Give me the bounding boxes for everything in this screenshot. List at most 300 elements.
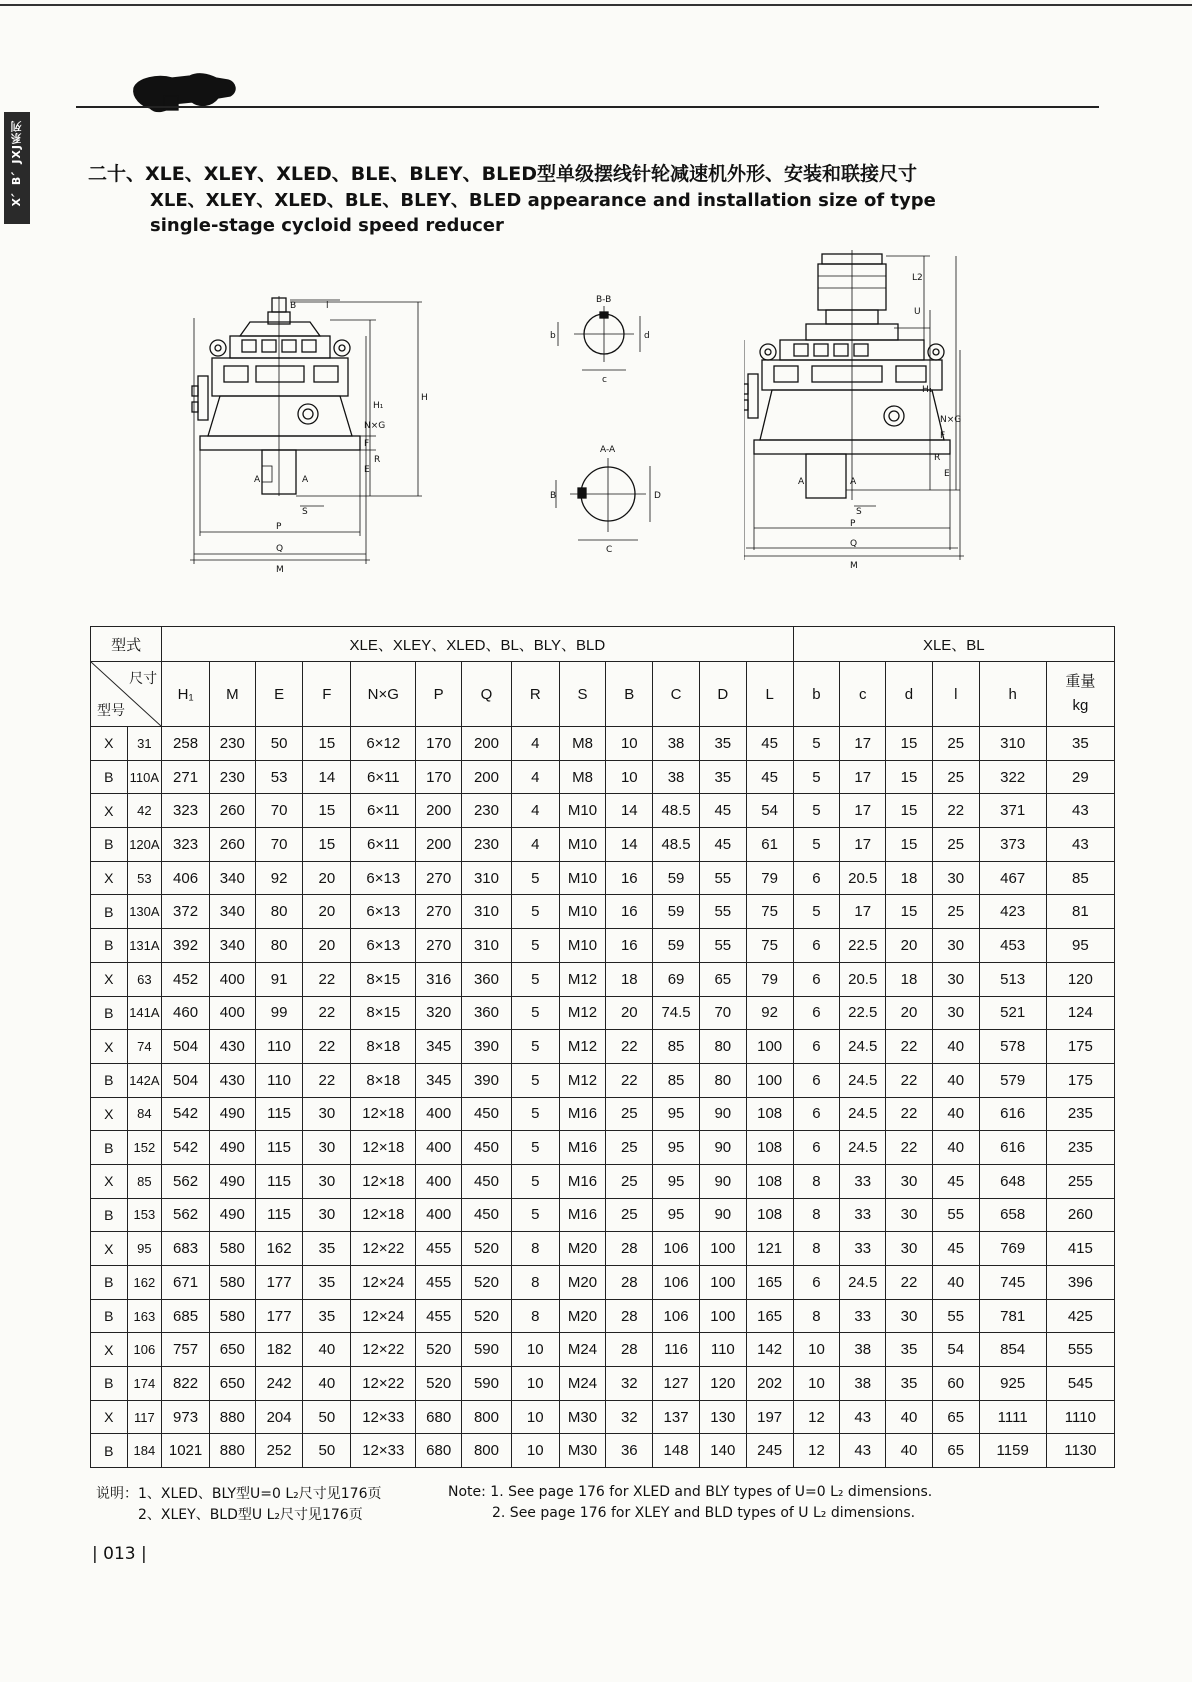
- value-cell: 30: [303, 1097, 351, 1131]
- value-cell: 50: [255, 727, 303, 761]
- value-cell: 55: [932, 1299, 979, 1333]
- value-cell: 504: [162, 1063, 210, 1097]
- value-cell: 120: [1046, 962, 1114, 996]
- section-bb-label-c: c: [602, 375, 607, 384]
- value-cell: 423: [979, 895, 1046, 929]
- model-cell: 53: [127, 861, 162, 895]
- value-cell: M16: [559, 1131, 606, 1165]
- value-cell: 35: [699, 760, 746, 794]
- value-cell: 12: [793, 1400, 840, 1434]
- value-cell: 74.5: [653, 996, 700, 1030]
- table-row: [91, 895, 1115, 929]
- value-cell: 120: [699, 1367, 746, 1401]
- value-cell: 648: [979, 1164, 1046, 1198]
- value-cell: 20.5: [840, 861, 886, 895]
- value-cell: 35: [699, 727, 746, 761]
- value-cell: 90: [699, 1164, 746, 1198]
- table-row: [91, 1198, 1115, 1232]
- value-cell: 562: [162, 1164, 210, 1198]
- value-cell: 59: [653, 895, 700, 929]
- value-cell: 106: [653, 1232, 700, 1266]
- value-cell: 580: [209, 1232, 255, 1266]
- table-row: [91, 760, 1115, 794]
- value-cell: 115: [255, 1131, 303, 1165]
- value-cell: 140: [699, 1434, 746, 1468]
- value-cell: 450: [462, 1198, 512, 1232]
- value-cell: 5: [793, 727, 840, 761]
- type-cell: B: [91, 895, 128, 929]
- value-cell: 35: [303, 1232, 351, 1266]
- value-cell: 22: [886, 1131, 933, 1165]
- type-cell: X: [91, 1097, 128, 1131]
- section-aa-drawing: [550, 444, 670, 554]
- value-cell: 455: [416, 1299, 462, 1333]
- type-cell: X: [91, 861, 128, 895]
- value-cell: 340: [209, 895, 255, 929]
- value-cell: 59: [653, 861, 700, 895]
- value-cell: 22: [886, 1266, 933, 1300]
- value-cell: 38: [653, 760, 700, 794]
- section-aa-label-C: C: [606, 545, 613, 554]
- left-label-H: H: [421, 393, 428, 403]
- section-aa-label-D: D: [654, 491, 661, 501]
- value-cell: M20: [559, 1299, 606, 1333]
- value-cell: 310: [462, 895, 512, 929]
- notes-en: [448, 1482, 932, 1524]
- value-cell: 5: [511, 1030, 559, 1064]
- value-cell: 40: [932, 1030, 979, 1064]
- table-column-header-row: [91, 662, 1115, 727]
- value-cell: 100: [699, 1232, 746, 1266]
- value-cell: 43: [1046, 794, 1114, 828]
- value-cell: 430: [209, 1063, 255, 1097]
- value-cell: 22.5: [840, 929, 886, 963]
- model-cell: 130A: [127, 895, 162, 929]
- value-cell: 81: [1046, 895, 1114, 929]
- value-cell: 95: [1046, 929, 1114, 963]
- value-cell: 12: [793, 1434, 840, 1468]
- value-cell: 43: [840, 1400, 886, 1434]
- value-cell: 12×18: [351, 1097, 416, 1131]
- value-cell: 33: [840, 1198, 886, 1232]
- value-cell: 40: [303, 1333, 351, 1367]
- left-label-Q: Q: [276, 544, 284, 554]
- value-cell: 323: [162, 828, 210, 862]
- value-cell: 230: [209, 760, 255, 794]
- value-cell: 35: [886, 1333, 933, 1367]
- value-cell: 25: [606, 1131, 653, 1165]
- value-cell: 6×13: [351, 895, 416, 929]
- value-cell: 80: [255, 895, 303, 929]
- value-cell: 20: [303, 861, 351, 895]
- value-cell: 59: [653, 929, 700, 963]
- type-cell: B: [91, 828, 128, 862]
- value-cell: 6×11: [351, 794, 416, 828]
- value-cell: 30: [886, 1164, 933, 1198]
- value-cell: 5: [511, 1198, 559, 1232]
- value-cell: 5: [511, 1063, 559, 1097]
- value-cell: 18: [606, 962, 653, 996]
- value-cell: 520: [462, 1266, 512, 1300]
- value-cell: 12×24: [351, 1299, 416, 1333]
- value-cell: 323: [162, 794, 210, 828]
- value-cell: 854: [979, 1333, 1046, 1367]
- value-cell: 513: [979, 962, 1046, 996]
- value-cell: 6: [793, 1097, 840, 1131]
- value-cell: 38: [840, 1333, 886, 1367]
- value-cell: 30: [932, 962, 979, 996]
- value-cell: 106: [653, 1299, 700, 1333]
- value-cell: 15: [886, 760, 933, 794]
- left-label-E: E: [364, 465, 370, 475]
- value-cell: 450: [462, 1131, 512, 1165]
- value-cell: 5: [511, 895, 559, 929]
- value-cell: 80: [699, 1030, 746, 1064]
- value-cell: 12×18: [351, 1131, 416, 1165]
- column-header: c: [840, 662, 886, 727]
- value-cell: 580: [209, 1266, 255, 1300]
- value-cell: 65: [699, 962, 746, 996]
- value-cell: 20: [303, 929, 351, 963]
- table-row: [91, 962, 1115, 996]
- value-cell: 50: [303, 1434, 351, 1468]
- value-cell: 520: [462, 1232, 512, 1266]
- value-cell: 100: [746, 1063, 793, 1097]
- value-cell: 90: [699, 1198, 746, 1232]
- value-cell: 24.5: [840, 1030, 886, 1064]
- value-cell: 43: [840, 1434, 886, 1468]
- value-cell: M24: [559, 1333, 606, 1367]
- right-label-S: S: [856, 507, 862, 517]
- value-cell: 545: [1046, 1367, 1114, 1401]
- group2-header: XLE、BL: [793, 627, 1114, 662]
- value-cell: 40: [932, 1063, 979, 1097]
- table-row: [91, 1434, 1115, 1468]
- value-cell: 115: [255, 1097, 303, 1131]
- model-cell: 84: [127, 1097, 162, 1131]
- model-cell: 120A: [127, 828, 162, 862]
- value-cell: 55: [932, 1198, 979, 1232]
- value-cell: 8: [511, 1266, 559, 1300]
- value-cell: 108: [746, 1131, 793, 1165]
- value-cell: 43: [1046, 828, 1114, 862]
- value-cell: 452: [162, 962, 210, 996]
- value-cell: 400: [416, 1097, 462, 1131]
- column-header: S: [559, 662, 606, 727]
- value-cell: M24: [559, 1367, 606, 1401]
- value-cell: 245: [746, 1434, 793, 1468]
- value-cell: 22: [606, 1063, 653, 1097]
- spec-table: [90, 626, 1115, 1468]
- note-cn-1: 说明：1、XLED、BLY型U=0 L₂尺寸见176页: [96, 1486, 382, 1502]
- table-row: [91, 1400, 1115, 1434]
- note-cn-2: 2、XLEY、BLD型U L₂尺寸见176页: [138, 1507, 363, 1523]
- model-cell: 142A: [127, 1063, 162, 1097]
- value-cell: M20: [559, 1266, 606, 1300]
- value-cell: 455: [416, 1266, 462, 1300]
- value-cell: 542: [162, 1097, 210, 1131]
- value-cell: 258: [162, 727, 210, 761]
- header-logo-icon: [128, 66, 248, 116]
- value-cell: 40: [886, 1434, 933, 1468]
- value-cell: 6: [793, 1030, 840, 1064]
- value-cell: 75: [746, 895, 793, 929]
- value-cell: 490: [209, 1164, 255, 1198]
- right-label-L2: L2: [912, 273, 923, 283]
- value-cell: 430: [209, 1030, 255, 1064]
- model-cell: 42: [127, 794, 162, 828]
- value-cell: M12: [559, 1063, 606, 1097]
- table-row: [91, 1232, 1115, 1266]
- value-cell: 6: [793, 962, 840, 996]
- table-row: [91, 1097, 1115, 1131]
- value-cell: 490: [209, 1131, 255, 1165]
- value-cell: M12: [559, 1030, 606, 1064]
- value-cell: 373: [979, 828, 1046, 862]
- value-cell: 310: [462, 861, 512, 895]
- value-cell: 30: [932, 861, 979, 895]
- value-cell: 16: [606, 929, 653, 963]
- right-label-U: U: [914, 307, 921, 317]
- value-cell: 22: [886, 1063, 933, 1097]
- value-cell: 90: [699, 1131, 746, 1165]
- value-cell: 110: [255, 1063, 303, 1097]
- right-label-H1: H₁: [922, 385, 933, 395]
- group1-header: XLE、XLEY、XLED、BL、BLY、BLD: [162, 627, 793, 662]
- value-cell: 17: [840, 794, 886, 828]
- value-cell: 12×22: [351, 1333, 416, 1367]
- value-cell: 54: [932, 1333, 979, 1367]
- value-cell: 1159: [979, 1434, 1046, 1468]
- value-cell: 5: [793, 828, 840, 862]
- value-cell: 15: [886, 828, 933, 862]
- title-cn: 二十、XLE、XLEY、XLED、BLE、BLEY、BLED型单级摆线针轮减速机外形、安装和联接尺寸: [88, 163, 917, 185]
- value-cell: 590: [462, 1367, 512, 1401]
- value-cell: 204: [255, 1400, 303, 1434]
- value-cell: 400: [416, 1131, 462, 1165]
- value-cell: 175: [1046, 1063, 1114, 1097]
- value-cell: M10: [559, 794, 606, 828]
- value-cell: 345: [416, 1030, 462, 1064]
- value-cell: 90: [699, 1097, 746, 1131]
- value-cell: 316: [416, 962, 462, 996]
- column-header: L: [746, 662, 793, 727]
- value-cell: 340: [209, 861, 255, 895]
- value-cell: 555: [1046, 1333, 1114, 1367]
- value-cell: 390: [462, 1030, 512, 1064]
- value-cell: 28: [606, 1333, 653, 1367]
- value-cell: 14: [606, 828, 653, 862]
- model-cell: 141A: [127, 996, 162, 1030]
- value-cell: 85: [653, 1030, 700, 1064]
- value-cell: 10: [793, 1333, 840, 1367]
- value-cell: 680: [416, 1434, 462, 1468]
- value-cell: 55: [699, 895, 746, 929]
- title-block: [88, 160, 1148, 238]
- right-label-A2: A: [850, 477, 857, 487]
- value-cell: 8×18: [351, 1063, 416, 1097]
- value-cell: 22: [303, 1030, 351, 1064]
- value-cell: 142: [746, 1333, 793, 1367]
- value-cell: 85: [653, 1063, 700, 1097]
- value-cell: 562: [162, 1198, 210, 1232]
- value-cell: 115: [255, 1164, 303, 1198]
- value-cell: 22: [606, 1030, 653, 1064]
- value-cell: 5: [793, 895, 840, 929]
- value-cell: 14: [303, 760, 351, 794]
- value-cell: M16: [559, 1164, 606, 1198]
- value-cell: 973: [162, 1400, 210, 1434]
- value-cell: M10: [559, 929, 606, 963]
- value-cell: M16: [559, 1097, 606, 1131]
- table-row: [91, 1333, 1115, 1367]
- value-cell: 70: [255, 828, 303, 862]
- left-label-P: P: [276, 522, 282, 532]
- value-cell: 453: [979, 929, 1046, 963]
- value-cell: 38: [840, 1367, 886, 1401]
- value-cell: 10: [511, 1367, 559, 1401]
- top-rule: [0, 4, 1192, 6]
- column-header: M: [209, 662, 255, 727]
- table-body: [91, 727, 1115, 1468]
- value-cell: 650: [209, 1367, 255, 1401]
- value-cell: 415: [1046, 1232, 1114, 1266]
- value-cell: 69: [653, 962, 700, 996]
- value-cell: 340: [209, 929, 255, 963]
- table-row: [91, 1131, 1115, 1165]
- right-reducer-drawing: [744, 250, 1034, 610]
- table-row: [91, 1367, 1115, 1401]
- value-cell: 100: [746, 1030, 793, 1064]
- column-header: b: [793, 662, 840, 727]
- model-cell: 162: [127, 1266, 162, 1300]
- column-header: B: [606, 662, 653, 727]
- value-cell: 260: [209, 828, 255, 862]
- value-cell: 200: [462, 760, 512, 794]
- weight-label: 重量: [1065, 673, 1096, 690]
- side-tab-label: X、B、JXJ系列: [10, 120, 23, 207]
- value-cell: 1021: [162, 1434, 210, 1468]
- value-cell: 137: [653, 1400, 700, 1434]
- value-cell: 45: [932, 1232, 979, 1266]
- value-cell: 25: [606, 1198, 653, 1232]
- value-cell: 55: [699, 861, 746, 895]
- value-cell: 255: [1046, 1164, 1114, 1198]
- value-cell: 182: [255, 1333, 303, 1367]
- value-cell: 680: [416, 1400, 462, 1434]
- value-cell: 30: [886, 1232, 933, 1266]
- value-cell: 4: [511, 828, 559, 862]
- value-cell: 400: [209, 962, 255, 996]
- value-cell: 15: [303, 794, 351, 828]
- model-cell: 163: [127, 1299, 162, 1333]
- model-cell: 106: [127, 1333, 162, 1367]
- value-cell: 880: [209, 1400, 255, 1434]
- value-cell: 6×13: [351, 861, 416, 895]
- value-cell: 22: [303, 962, 351, 996]
- column-header: E: [255, 662, 303, 727]
- type-cell: X: [91, 727, 128, 761]
- value-cell: 12×18: [351, 1164, 416, 1198]
- model-cell: 74: [127, 1030, 162, 1064]
- left-reducer-drawing: [190, 296, 460, 606]
- value-cell: 22: [303, 996, 351, 1030]
- value-cell: 242: [255, 1367, 303, 1401]
- value-cell: 33: [840, 1164, 886, 1198]
- value-cell: 450: [462, 1164, 512, 1198]
- value-cell: 25: [606, 1097, 653, 1131]
- value-cell: 14: [606, 794, 653, 828]
- value-cell: 5: [793, 760, 840, 794]
- table-row: [91, 1030, 1115, 1064]
- type-cell: X: [91, 1400, 128, 1434]
- value-cell: 40: [932, 1131, 979, 1165]
- value-cell: 1130: [1046, 1434, 1114, 1468]
- value-cell: 8: [511, 1232, 559, 1266]
- column-header: D: [699, 662, 746, 727]
- column-header: F: [303, 662, 351, 727]
- value-cell: 745: [979, 1266, 1046, 1300]
- value-cell: 685: [162, 1299, 210, 1333]
- type-cell: B: [91, 996, 128, 1030]
- section-bb-label-b: b: [550, 331, 556, 341]
- value-cell: 372: [162, 895, 210, 929]
- value-cell: 260: [209, 794, 255, 828]
- column-header: Q: [462, 662, 512, 727]
- value-cell: 400: [416, 1198, 462, 1232]
- model-cell: 131A: [127, 929, 162, 963]
- value-cell: 504: [162, 1030, 210, 1064]
- value-cell: 671: [162, 1266, 210, 1300]
- type-cell: X: [91, 1232, 128, 1266]
- value-cell: 10: [606, 727, 653, 761]
- value-cell: 322: [979, 760, 1046, 794]
- value-cell: 15: [303, 727, 351, 761]
- value-cell: 360: [462, 996, 512, 1030]
- table-row: [91, 794, 1115, 828]
- value-cell: 33: [840, 1232, 886, 1266]
- type-cell: X: [91, 962, 128, 996]
- value-cell: 24.5: [840, 1097, 886, 1131]
- value-cell: 30: [932, 929, 979, 963]
- value-cell: 54: [746, 794, 793, 828]
- value-cell: 8: [793, 1164, 840, 1198]
- value-cell: 15: [886, 727, 933, 761]
- diagonal-header-cell: [91, 662, 162, 727]
- table-row: [91, 1299, 1115, 1333]
- value-cell: 230: [462, 828, 512, 862]
- value-cell: 12×33: [351, 1434, 416, 1468]
- right-label-M: M: [850, 561, 858, 571]
- value-cell: 110: [255, 1030, 303, 1064]
- value-cell: 6: [793, 861, 840, 895]
- value-cell: 127: [653, 1367, 700, 1401]
- value-cell: 70: [699, 996, 746, 1030]
- value-cell: 310: [462, 929, 512, 963]
- value-cell: 200: [462, 727, 512, 761]
- value-cell: 542: [162, 1131, 210, 1165]
- value-cell: 8: [793, 1299, 840, 1333]
- value-cell: 45: [746, 727, 793, 761]
- value-cell: 30: [932, 996, 979, 1030]
- size-label: 尺寸: [129, 670, 158, 686]
- type-cell: X: [91, 794, 128, 828]
- value-cell: M20: [559, 1232, 606, 1266]
- section-bb-label-d: d: [644, 331, 650, 341]
- value-cell: 25: [932, 727, 979, 761]
- value-cell: 10: [793, 1367, 840, 1401]
- column-header: d: [886, 662, 933, 727]
